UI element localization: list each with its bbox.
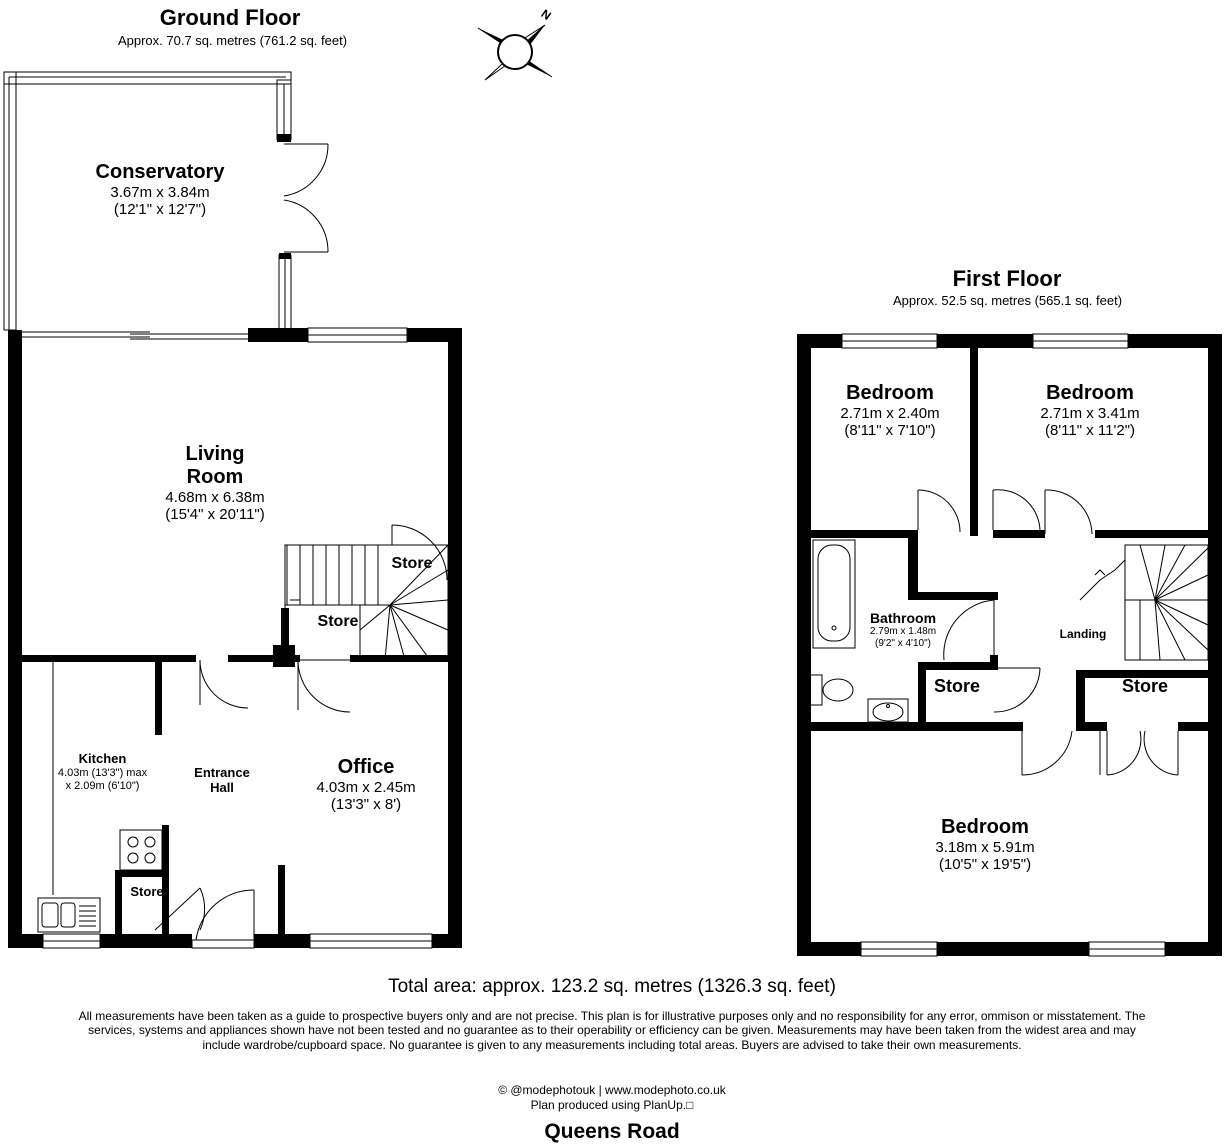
room-office	[286, 756, 446, 814]
room-dimensions-metric: 2.71m x 2.40m	[840, 405, 940, 422]
hob-icon	[120, 830, 162, 870]
room-dimensions-metric: 3.67m x 3.84m	[110, 184, 210, 201]
room-dimensions-imperial: (9'2" x 4'10")	[875, 637, 931, 649]
toilet-icon	[810, 675, 853, 705]
compass-rose-icon	[478, 7, 554, 80]
room-bedroom-main	[900, 816, 1070, 874]
room-name: Entrance	[194, 765, 250, 780]
room-name: Store	[933, 676, 980, 696]
room-landing	[1045, 628, 1121, 642]
room-store-first-left	[924, 676, 990, 697]
room-dimensions-metric: 4.03m x 2.45m	[316, 779, 416, 796]
room-dimensions-imperial: (8'11" x 7'10")	[844, 422, 936, 440]
conservatory-pier	[277, 134, 291, 142]
room-store-stairs	[306, 613, 370, 631]
room-name: Store	[391, 555, 433, 572]
room-name: Bedroom	[846, 382, 934, 404]
room-dimensions-metric: 2.79m x 1.48m	[869, 626, 937, 638]
room-name: Office	[337, 756, 395, 778]
ground-doors	[155, 525, 447, 940]
bath-icon	[813, 540, 855, 648]
sink-icon	[38, 898, 100, 932]
room-entrance-hall	[182, 766, 262, 796]
room-name: Conservatory	[95, 161, 225, 183]
room-dimensions-imperial: (13'3" x 8')	[330, 796, 402, 814]
room-name: Store	[130, 884, 164, 899]
basin-icon	[868, 699, 908, 722]
room-name: Store	[317, 613, 359, 630]
compass-north-label: N	[538, 6, 554, 23]
disclaimer: All measurements have been taken as a guide to prospective buyers only and are not precise. This plan is for illustrative purposes only and no responsibility for any error, ommison or misstatement. The services, systems and appliances shown have not been tested and no guarantee as to their operability or efficiency can be given. Measurements may have been taken from the widest area and may include wardrobe/cupboard space. No guarantee is given to any measurements including total areas. Buyers are advised to take their own measurements.	[78, 1009, 1146, 1052]
room-bathroom	[850, 610, 956, 649]
conservatory-door	[284, 144, 328, 252]
total-area: Total area: approx. 123.2 sq. metres (1326.3 sq. feet)	[388, 976, 836, 997]
room-dimensions-imperial: x 2.09m (6'10")	[65, 779, 140, 792]
room-store-first-right	[1110, 676, 1180, 697]
room-store-kitchen	[120, 885, 174, 900]
ground-windows	[43, 328, 432, 948]
room-kitchen	[45, 752, 160, 792]
sliding-door	[22, 332, 248, 339]
room-bedroom-left	[810, 382, 970, 440]
room-dimensions-imperial: (10'5" x 19'5")	[938, 856, 1032, 874]
first-staircase	[1080, 545, 1208, 660]
room-name: Bathroom	[869, 610, 937, 626]
room-dimensions-metric: 4.68m x 6.38m	[165, 489, 265, 506]
conservatory-pier	[279, 253, 291, 259]
room-bedroom-right	[1010, 382, 1170, 440]
credit-line: © @modephotouk | www.modephoto.co.uk	[498, 1083, 726, 1097]
room-dimensions-imperial: (12'1" x 12'7")	[113, 201, 207, 219]
room-name: Bedroom	[1046, 382, 1134, 404]
room-living	[125, 443, 305, 524]
ground-floor-area: Approx. 70.7 sq. metres (761.2 sq. feet)	[117, 33, 348, 48]
first-floor-area: Approx. 52.5 sq. metres (565.1 sq. feet)	[892, 293, 1123, 308]
ground-floor-title: Ground Floor	[159, 5, 301, 30]
room-name: Hall	[210, 779, 234, 795]
room-name: Bedroom	[941, 816, 1029, 838]
front-door-threshold	[192, 940, 254, 948]
room-name: Living	[185, 443, 245, 465]
first-floor-title: First Floor	[952, 266, 1062, 291]
room-dimensions-metric: 2.71m x 3.41m	[1040, 405, 1140, 422]
room-dimensions-metric: 4.03m (13'3") max	[57, 766, 148, 779]
ground-external-walls	[8, 328, 462, 948]
room-dimensions-imperial: (8'11" x 11'2")	[1044, 422, 1136, 440]
credit-line: Plan produced using PlanUp.□	[530, 1098, 694, 1112]
room-name: Room	[186, 466, 244, 488]
room-dimensions-imperial: (15'4" x 20'11")	[165, 506, 265, 524]
room-name: Store	[1121, 676, 1168, 696]
room-name: Landing	[1059, 627, 1107, 641]
room-dimensions-metric: 3.18m x 5.91m	[935, 839, 1035, 856]
room-name: Kitchen	[78, 751, 127, 766]
property-address: Queens Road	[544, 1120, 680, 1143]
room-store-living	[380, 555, 444, 573]
room-conservatory	[70, 161, 250, 219]
